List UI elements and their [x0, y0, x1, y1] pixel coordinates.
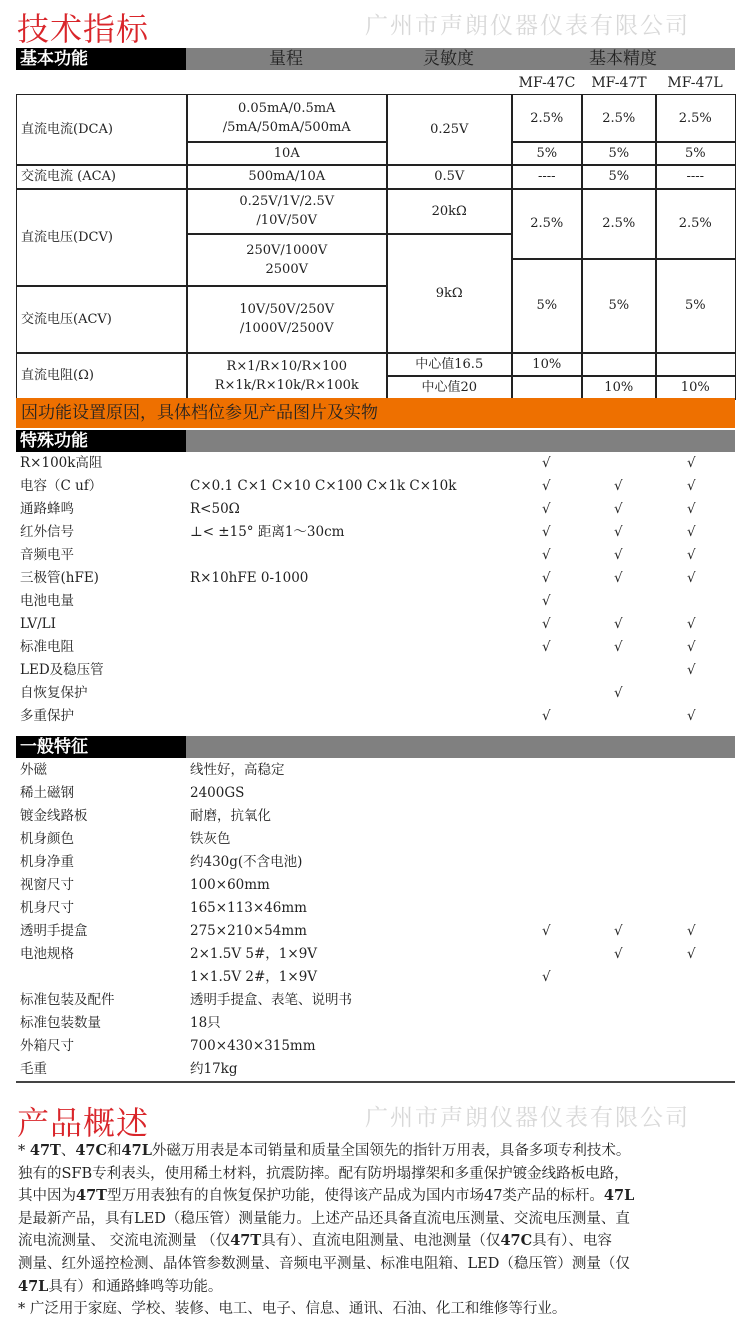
row-value: 275×210×54mm [190, 923, 307, 939]
check-mark-icon: √ [687, 946, 696, 962]
row-label: 标准包装数量 [20, 1015, 101, 1031]
row-label: LED及稳压管 [20, 662, 104, 678]
special-row [16, 521, 735, 544]
dca-accuracy-10a: 5% [511, 141, 583, 166]
model-highlight: 47C [75, 1142, 108, 1159]
model-highlight: 47C [500, 1232, 533, 1250]
aca-accuracy: 5% [581, 164, 657, 190]
res-accuracy-2 [511, 375, 583, 400]
notice-banner: 因功能设置原因，具体档位参见产品图片及实物 [16, 398, 735, 428]
row-label: 镀金线路板 [20, 808, 88, 824]
overview-text-segment: * [18, 1143, 30, 1159]
model-47c: MF-47C [518, 75, 576, 91]
dcv-accuracy: 2.5% [655, 188, 736, 260]
row-label: 红外信号 [20, 524, 74, 540]
special-row [16, 682, 735, 705]
overview-text-segment: * 广泛用于家庭、学校、装修、电工、电子、信息、通讯、石油、化工和维修等行业。 [18, 1301, 567, 1318]
aca-accuracy: ---- [511, 164, 583, 190]
overview-watermark: 广州市声朗仪器仪表有限公司 [365, 1105, 690, 1131]
special-row [16, 590, 735, 613]
row-value: C×0.1 C×1 C×10 C×100 C×1k C×10k [190, 478, 457, 494]
check-mark-icon: √ [687, 923, 696, 939]
range-header: 量程 [269, 49, 303, 69]
model-highlight: 47T [29, 1142, 61, 1159]
res-accuracy-1 [655, 352, 736, 377]
model-47t: MF-47T [591, 75, 647, 91]
overview-text-segment: 型万用表独有的自恢复保护功能，使得该产品成为国内市场47类产品的标杆。 [106, 1188, 604, 1205]
check-mark-icon: √ [542, 593, 551, 609]
overview-text-segment: 测量、红外遥控检测、晶体管参数测量、音频电平测量、标准电阻箱、LED（稳压管）测量（仅 [18, 1255, 630, 1272]
special-row [16, 498, 735, 521]
row-value: 约430g(不含电池) [190, 854, 303, 870]
row-label: 机身净重 [20, 854, 74, 870]
res-accuracy-2: 10% [581, 375, 657, 400]
dca-range: 0.05mA/0.5mA /5mA/50mA/500mA [186, 94, 388, 143]
check-mark-icon: √ [542, 639, 551, 655]
row-value: 铁灰色 [190, 831, 231, 847]
row-label: 自恢复保护 [20, 685, 88, 701]
aca-range: 500mA/10A [186, 164, 388, 190]
res-accuracy-1: 10% [511, 352, 583, 377]
check-mark-icon: √ [542, 570, 551, 586]
row-label: 外箱尺寸 [20, 1038, 74, 1054]
check-mark-icon: √ [687, 639, 696, 655]
dcv-range-high: 250V/1000V 2500V [186, 233, 388, 287]
dcv-accuracy: 2.5% [581, 188, 657, 260]
dcv-sensitivity: 20kΩ [386, 188, 513, 235]
check-mark-icon: √ [614, 685, 623, 701]
general-row [16, 874, 735, 897]
row-value: 约17kg [190, 1061, 238, 1077]
general-row [16, 759, 735, 782]
special-row [16, 452, 735, 475]
row-label: 多重保护 [20, 708, 74, 724]
dca-accuracy-10a: 5% [581, 141, 657, 166]
general-row [16, 805, 735, 828]
check-mark-icon: √ [614, 570, 623, 586]
model-highlight: 47L [121, 1142, 152, 1159]
row-label: 视窗尺寸 [20, 877, 74, 893]
check-mark-icon: √ [614, 478, 623, 494]
check-mark-icon: √ [542, 708, 551, 724]
res-accuracy-1 [581, 352, 657, 377]
row-value: 165×113×46mm [190, 900, 307, 916]
general-section-header: 一般特征 [16, 736, 186, 758]
overview-line [18, 1208, 634, 1231]
check-mark-icon: √ [614, 923, 623, 939]
res-range: R×1/R×10/R×100 R×1k/R×10k/R×100k [186, 352, 388, 400]
overview-text-segment: 流电流测量、 交流电流测量 （仅 [18, 1233, 231, 1250]
check-mark-icon: √ [687, 478, 696, 494]
overview-text-segment: 具有）、电容 [532, 1233, 612, 1250]
model-highlight: 47T [76, 1187, 107, 1205]
dcv-name: 直流电压(DCV) [16, 188, 188, 287]
row-label: R×100k高阻 [20, 455, 103, 471]
row-value: 1×1.5V 2#，1×9V [190, 969, 318, 985]
acv-sensitivity: 9kΩ [386, 233, 513, 354]
check-mark-icon: √ [542, 547, 551, 563]
model-47l: MF-47L [667, 75, 723, 91]
overview-line [18, 1298, 634, 1321]
row-label: 标准电阻 [20, 639, 74, 655]
check-mark-icon: √ [542, 455, 551, 471]
acv-accuracy: 5% [511, 258, 583, 354]
general-row [16, 851, 735, 874]
check-mark-icon: √ [542, 524, 551, 540]
check-mark-icon: √ [542, 478, 551, 494]
check-mark-icon: √ [687, 570, 696, 586]
check-mark-icon: √ [542, 616, 551, 632]
dcv-accuracy: 2.5% [511, 188, 583, 260]
general-row [16, 897, 735, 920]
acv-accuracy: 5% [655, 258, 736, 354]
row-value: 18只 [190, 1015, 221, 1031]
special-row [16, 705, 735, 728]
overview-text-segment: 具有）和通路蜂鸣等功能。 [48, 1278, 223, 1295]
overview-line [18, 1140, 634, 1163]
watermark: 广州市声朗仪器仪表有限公司 [365, 13, 690, 39]
check-mark-icon: √ [614, 547, 623, 563]
dca-accuracy-10a: 5% [655, 141, 736, 166]
check-mark-icon: √ [542, 501, 551, 517]
check-mark-icon: √ [687, 501, 696, 517]
row-label: 机身尺寸 [20, 900, 74, 916]
row-value: 耐磨，抗氧化 [190, 808, 271, 824]
general-row [16, 828, 735, 851]
row-label: 电池电量 [20, 593, 74, 609]
res-accuracy-2: 10% [655, 375, 736, 400]
basic-header-bar [186, 48, 735, 70]
special-row [16, 567, 735, 590]
general-row [16, 782, 735, 805]
row-label: 机身颜色 [20, 831, 74, 847]
acv-range: 10V/50V/250V /1000V/2500V [186, 285, 388, 354]
overview-line [18, 1276, 634, 1299]
row-value: 2×1.5V 5#，1×9V [190, 946, 318, 962]
special-row [16, 636, 735, 659]
row-label: 通路蜂鸣 [20, 501, 74, 517]
row-label: 外磁 [20, 762, 47, 778]
general-row [16, 989, 735, 1012]
overview-text [18, 1140, 634, 1321]
overview-line [18, 1163, 634, 1186]
row-label: 透明手提盒 [20, 923, 88, 939]
aca-accuracy: ---- [655, 164, 736, 190]
dca-name: 直流电流(DCA) [16, 94, 188, 166]
general-row [16, 966, 735, 989]
accuracy-header: 基本精度 [589, 49, 657, 69]
overview-text-segment: 、 [60, 1143, 76, 1159]
model-highlight: 47L [18, 1277, 49, 1295]
dca-accuracy: 2.5% [581, 94, 657, 143]
check-mark-icon: √ [614, 524, 623, 540]
dcv-range-low: 0.25V/1V/2.5V /10V/50V [186, 188, 388, 235]
row-label: 音频电平 [20, 547, 74, 563]
model-highlight: 47L [603, 1187, 635, 1205]
dca-range-10a: 10A [186, 141, 388, 166]
res-sensitivity-2: 中心值20 [386, 375, 513, 400]
check-mark-icon: √ [687, 662, 696, 678]
aca-name: 交流电流 (ACA) [16, 164, 188, 190]
row-label: 电容（C uf） [20, 478, 103, 494]
row-label: 电池规格 [20, 946, 74, 962]
check-mark-icon: √ [687, 455, 696, 471]
spec-title: 技术指标 [17, 10, 150, 48]
overview-text-segment: 外磁万用表是本司销量和质量全国领先的指针万用表，具备多项专利技术。 [151, 1143, 631, 1159]
row-value: 100×60mm [190, 877, 270, 893]
check-mark-icon: √ [614, 616, 623, 632]
row-label: 标准包装及配件 [20, 992, 115, 1008]
overview-text-segment: 是最新产品，具有LED（稳压管）测量能力。上述产品还具备直流电压测量、交流电压测量、直 [18, 1210, 630, 1227]
basic-section-header: 基本功能 [16, 48, 186, 70]
dca-accuracy: 2.5% [655, 94, 736, 143]
special-row [16, 475, 735, 498]
general-row [16, 1012, 735, 1035]
row-value: ⊥< ±15° 距离1～30cm [190, 524, 345, 540]
row-label: 毛重 [20, 1061, 47, 1077]
dca-sensitivity: 0.25V [386, 94, 513, 166]
model-highlight: 47T [230, 1232, 262, 1250]
acv-name: 交流电压(ACV) [16, 285, 188, 354]
divider [16, 1081, 735, 1083]
row-value: 透明手提盒、表笔、说明书 [190, 992, 352, 1008]
check-mark-icon: √ [687, 524, 696, 540]
res-sensitivity-1: 中心值16.5 [386, 352, 513, 377]
general-row [16, 943, 735, 966]
special-header-bar [186, 430, 735, 452]
row-label: LV/LI [20, 616, 56, 632]
overview-line [18, 1253, 634, 1276]
check-mark-icon: √ [687, 547, 696, 563]
overview-text-segment: 其中因为 [18, 1188, 76, 1205]
check-mark-icon: √ [614, 946, 623, 962]
overview-line [18, 1230, 634, 1253]
row-label: 三极管(hFE) [20, 570, 99, 586]
check-mark-icon: √ [687, 708, 696, 724]
check-mark-icon: √ [687, 616, 696, 632]
acv-accuracy: 5% [581, 258, 657, 354]
aca-sensitivity: 0.5V [386, 164, 513, 190]
check-mark-icon: √ [542, 923, 551, 939]
overview-title: 产品概述 [17, 1104, 150, 1142]
general-row [16, 1058, 735, 1081]
row-value: R<50Ω [190, 501, 240, 517]
check-mark-icon: √ [614, 501, 623, 517]
sensitivity-header: 灵敏度 [423, 49, 474, 69]
row-value: 线性好，高稳定 [190, 762, 285, 778]
overview-text-segment: 具有）、直流电阻测量、电池测量（仅 [261, 1233, 501, 1250]
general-row [16, 920, 735, 943]
special-section-header: 特殊功能 [16, 430, 186, 452]
overview-line [18, 1185, 634, 1208]
special-row [16, 613, 735, 636]
general-row [16, 1035, 735, 1058]
dca-accuracy: 2.5% [511, 94, 583, 143]
check-mark-icon: √ [614, 639, 623, 655]
general-header-bar [186, 736, 735, 758]
special-row [16, 659, 735, 682]
row-label: 稀土磁钢 [20, 785, 74, 801]
check-mark-icon: √ [542, 969, 551, 985]
row-value: R×10hFE 0-1000 [190, 570, 309, 586]
overview-text-segment: 独有的SFB专利表头，使用稀土材料，抗震防摔。配有防坍塌撑架和多重保护镀金线路板电路， [18, 1165, 629, 1182]
row-value: 700×430×315mm [190, 1038, 316, 1054]
res-name: 直流电阻(Ω) [16, 352, 188, 400]
row-value: 2400GS [190, 785, 245, 801]
special-row [16, 544, 735, 567]
overview-text-segment: 和 [107, 1143, 122, 1159]
